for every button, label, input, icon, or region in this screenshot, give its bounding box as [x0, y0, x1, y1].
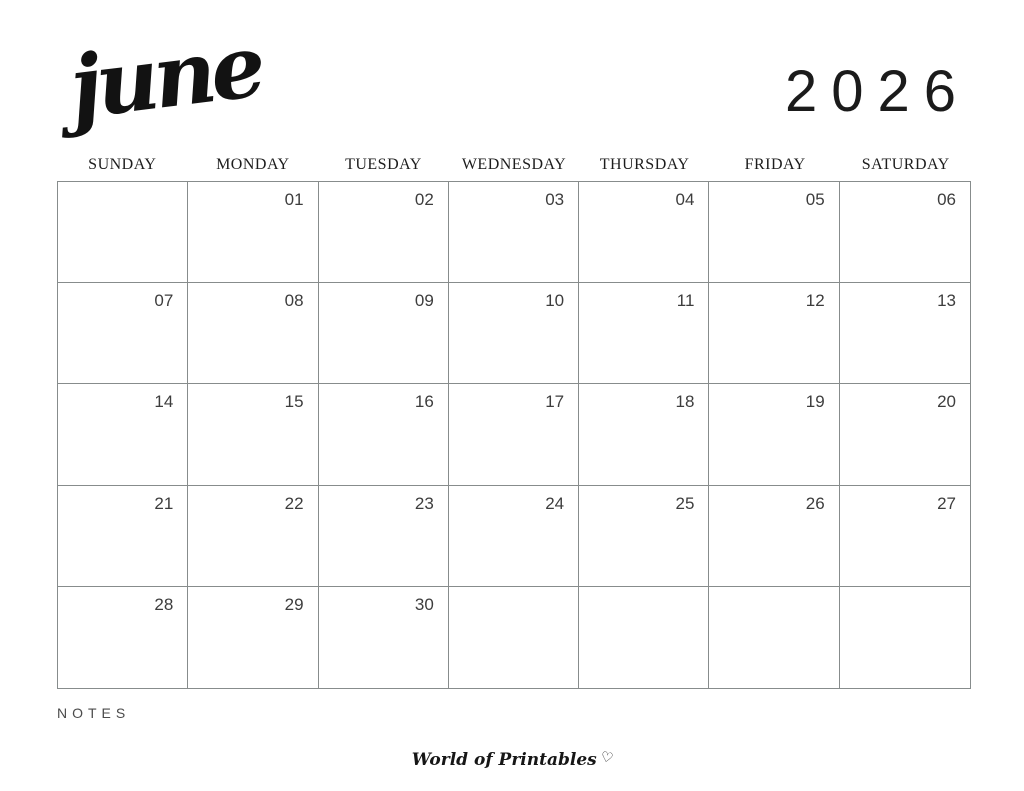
day-cell [709, 384, 839, 485]
weekday-wednesday: WEDNESDAY [461, 156, 567, 173]
day-cell [840, 587, 970, 688]
day-cell [579, 587, 709, 688]
day-cell [840, 384, 970, 485]
day-number: 20 [937, 392, 956, 412]
day-cell [449, 486, 579, 587]
weekday-tuesday: TUESDAY [345, 156, 422, 173]
day-number: 28 [154, 594, 174, 614]
day-number: 04 [675, 190, 695, 209]
day-cell [840, 486, 970, 587]
day-number: 01 [284, 190, 304, 209]
day-number: 08 [284, 291, 304, 311]
day-number: 10 [545, 291, 565, 311]
day-cell [579, 283, 709, 384]
day-number: 03 [545, 190, 565, 209]
day-cell [319, 486, 449, 587]
weekday-sunday: SUNDAY [88, 156, 157, 173]
day-cell [449, 182, 579, 283]
calendar-grid [57, 181, 971, 689]
weekday-thursday: THURSDAY [599, 156, 690, 173]
day-cell [449, 283, 579, 384]
day-number: 11 [676, 291, 695, 311]
day-cell [579, 384, 709, 485]
day-cell [188, 182, 318, 283]
day-cell [579, 486, 709, 587]
day-cell [709, 182, 839, 283]
day-number: 06 [937, 190, 956, 209]
day-cell [319, 182, 449, 283]
day-number: 07 [154, 291, 174, 311]
day-cell [58, 587, 188, 688]
day-number: 27 [937, 493, 956, 513]
day-cell [188, 486, 318, 587]
weekday-friday: FRIDAY [744, 156, 806, 173]
day-cell [579, 182, 709, 283]
heart-icon: ♡ [598, 748, 615, 768]
weekday-header-row [57, 156, 971, 174]
day-cell [449, 587, 579, 688]
day-cell [188, 283, 318, 384]
brand-text: World of Printables [411, 750, 597, 770]
day-cell [58, 384, 188, 485]
day-number: 18 [675, 392, 695, 412]
year-label: 2026 [784, 59, 970, 124]
day-cell [319, 384, 449, 485]
day-number: 24 [545, 493, 565, 513]
day-cell [840, 283, 970, 384]
day-cell [709, 486, 839, 587]
weekday-saturday: SATURDAY [861, 156, 950, 173]
day-cell [709, 283, 839, 384]
month-script-art [42, 18, 302, 138]
day-number: 29 [284, 594, 304, 614]
day-number: 14 [154, 392, 174, 412]
weekday-monday: MONDAY [216, 156, 290, 173]
day-number: 13 [937, 291, 956, 311]
day-number: 12 [805, 291, 825, 311]
day-number: 23 [414, 493, 434, 513]
day-cell [449, 384, 579, 485]
day-number: 05 [805, 190, 825, 209]
day-number: 17 [545, 392, 565, 412]
day-cell [58, 283, 188, 384]
day-cell [840, 182, 970, 283]
day-number: 25 [675, 493, 695, 513]
day-number: 19 [805, 392, 825, 412]
month-title-text: june [64, 18, 267, 138]
notes-label: NOTES [57, 705, 131, 721]
day-number: 26 [805, 493, 825, 513]
day-number: 09 [414, 291, 434, 311]
month-title [42, 18, 302, 138]
day-number: 21 [154, 493, 174, 513]
day-number: 22 [284, 493, 304, 513]
day-cell [188, 587, 318, 688]
day-cell [58, 182, 188, 283]
day-number: 16 [414, 392, 434, 412]
day-number: 15 [284, 392, 304, 412]
day-cell [319, 283, 449, 384]
day-cell [709, 587, 839, 688]
day-cell [58, 486, 188, 587]
day-cell [188, 384, 318, 485]
day-cell [319, 587, 449, 688]
brand-logo [0, 750, 1024, 770]
day-number: 30 [414, 594, 434, 614]
day-number: 02 [414, 190, 434, 209]
